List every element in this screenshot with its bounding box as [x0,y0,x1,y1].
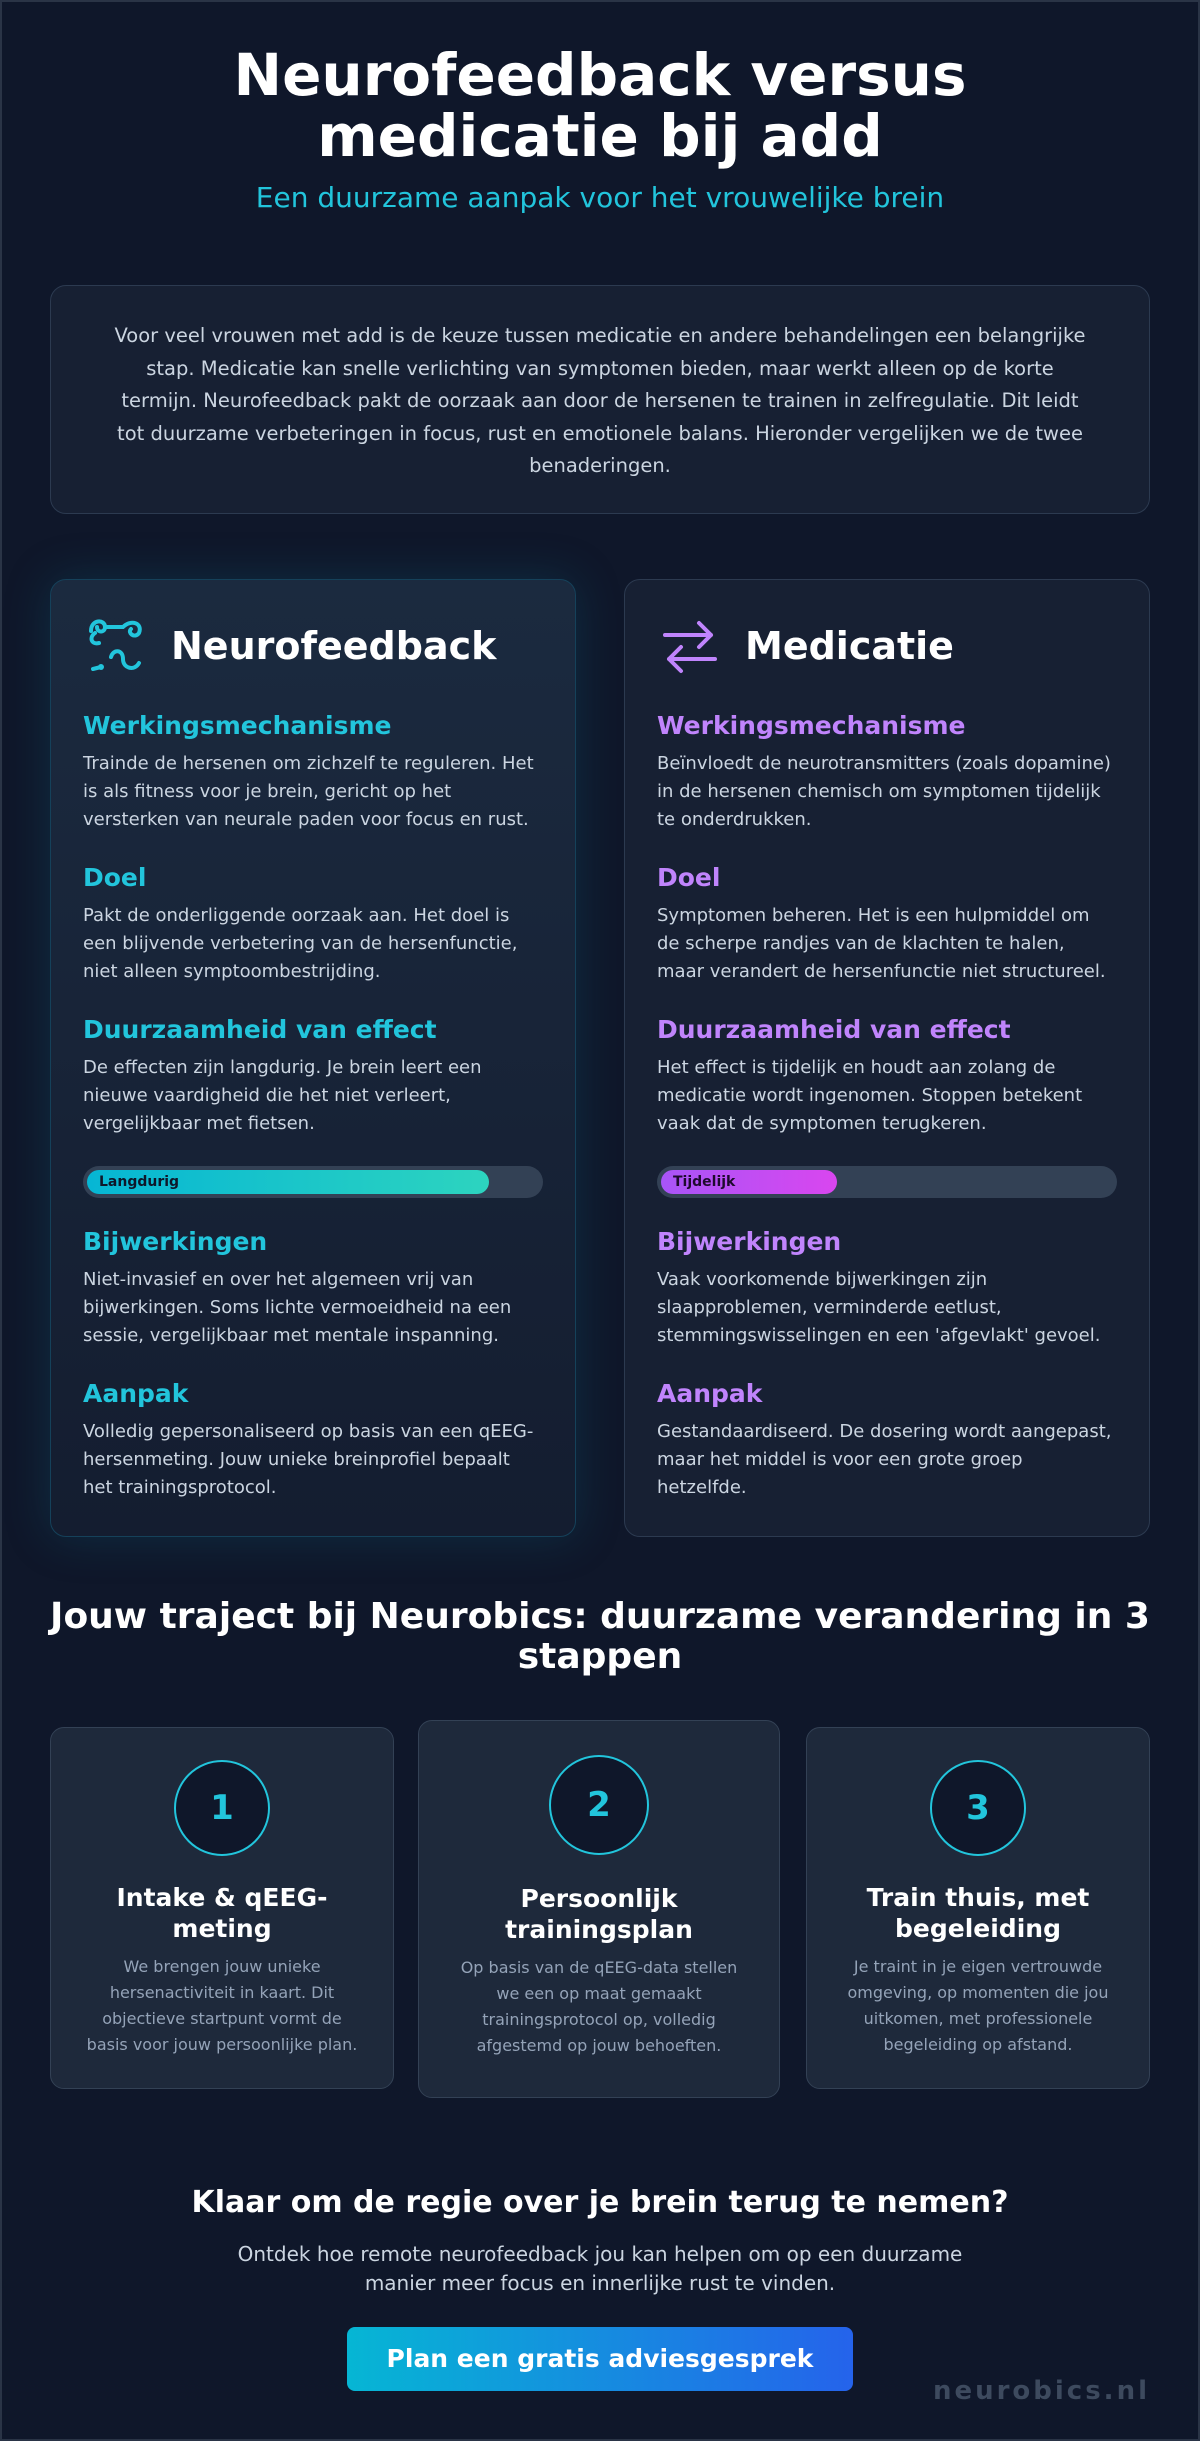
step-description: Op basis van de qEEG-data stellen we een op maat gemaakt trainingsprotocol op, volledig afgestemd op jouw behoeften. [460,1958,738,2055]
section-text: Trainde de hersenen om zichzelf te reguleren. Het is als fitness voor je brein, gericht op het versterken van neurale paden voor focus en rust. [83,753,534,830]
step-number: 2 [549,1755,649,1855]
nf-section-mechanism [83,710,543,834]
durability-bar-fill: Tijdelijk [661,1170,837,1194]
plan-advice-button[interactable]: Plan een gratis adviesgesprek [347,2327,853,2391]
section-text: Gestandaardiseerd. De dosering wordt aangepast, maar het middel is voor een grote groep hetzelfde. [657,1421,1112,1498]
section-heading: Duurzaamheid van effect [83,1015,437,1044]
page-title: Neurofeedback versus medicatie bij add [233,41,967,170]
med-section-goal [657,862,1117,986]
page-header [0,41,1200,214]
neurofeedback-card [50,579,576,1537]
nf-section-approach [83,1378,543,1502]
step-number: 3 [930,1760,1026,1856]
page-subtitle: Een duurzame aanpak voor het vrouwelijke brein [255,181,945,214]
step-card-3 [806,1727,1150,2089]
durability-bar [657,1166,1117,1198]
section-text: Niet-invasief en over het algemeen vrij van bijwerkingen. Soms lichte vermoeidheid na een sessie, vergelijkbaar met mentale inspanning. [83,1269,512,1346]
cta-text [0,2240,1200,2298]
section-text: Beïnvloedt de neurotransmitters (zoals dopamine) in de hersenen chemisch om symptomen tijdelijk te onderdrukken. [657,753,1111,830]
neurofeedback-card-header [83,610,543,682]
brain-wave-icon [83,613,149,679]
med-section-mechanism [657,710,1117,834]
swap-arrows-icon [657,613,723,679]
section-heading: Bijwerkingen [657,1227,842,1256]
section-heading: Doel [83,863,147,892]
section-heading: Aanpak [83,1379,189,1408]
section-heading: Werkingsmechanisme [83,711,392,740]
section-text: Pakt de onderliggende oorzaak aan. Het doel is een blijvende verbetering van de hersenfunctie, niet alleen symptoombestrijding. [83,905,518,982]
intro-panel [50,285,1150,514]
step-description: We brengen jouw unieke hersenactiviteit in kaart. Dit objectieve startpunt vormt de basis voor jouw persoonlijke plan. [86,1957,358,2054]
nf-section-durability [83,1014,543,1198]
traject-title: Jouw traject bij Neurobics: duurzame verandering in 3 stappen [50,1596,1150,1677]
med-section-durability [657,1014,1117,1198]
footer-brand: neurobics.nl [932,2376,1150,2406]
medicatie-card-header [657,610,1117,682]
section-text: De effecten zijn langdurig. Je brein leert een nieuwe vaardigheid die het niet verleert, vergelijkbaar met fietsen. [83,1057,482,1134]
section-heading: Duurzaamheid van effect [657,1015,1011,1044]
section-heading: Doel [657,863,721,892]
step-number: 1 [174,1760,270,1856]
section-text: Vaak voorkomende bijwerkingen zijn slaapproblemen, verminderde eetlust, stemmingswisselingen en een 'afgevlakt' gevoel. [657,1269,1101,1346]
intro-text: Voor veel vrouwen met add is de keuze tussen medicatie en andere behandelingen een belangrijke stap. Medicatie kan snelle verlichting van symptomen bieden, maar werkt alleen op de korte termijn. Neurofeedback pakt de oorzaak aan door de hersenen te trainen in zelfregulatie. Dit leidt tot duurzame verbeteringen in focus, rust en emotionele balans. Hieronder vergelijken we de twee benaderingen. [114,324,1086,477]
section-text: Volledig gepersonaliseerd op basis van een qEEG-hersenmeting. Jouw unieke breinprofiel bepaalt het trainingsprotocol. [83,1421,534,1498]
durability-bar [83,1166,543,1198]
nf-section-goal [83,862,543,986]
step-title: Intake & qEEG-meting [116,1883,328,1943]
med-section-side-effects [657,1226,1117,1350]
cta-text-content: Ontdek hoe remote neurofeedback jou kan helpen om op een duurzame manier meer focus en innerlijke rust te vinden. [237,2242,963,2295]
step-card-1 [50,1727,394,2089]
step-title: Persoonlijk trainingsplan [505,1884,693,1944]
section-text: Symptomen beheren. Het is een hulpmiddel om de scherpe randjes van de klachten te halen, maar verandert de hersenfunctie niet structureel. [657,905,1106,982]
section-heading: Bijwerkingen [83,1227,268,1256]
neurofeedback-card-title: Neurofeedback [171,624,497,668]
section-heading: Werkingsmechanisme [657,711,966,740]
step-card-2 [418,1720,780,2098]
nf-section-side-effects [83,1226,543,1350]
medicatie-card-title: Medicatie [745,624,954,668]
durability-bar-fill: Langdurig [87,1170,489,1194]
medicatie-card [624,579,1150,1537]
step-title: Train thuis, met begeleiding [866,1883,1090,1943]
med-section-approach [657,1378,1117,1502]
section-heading: Aanpak [657,1379,763,1408]
step-description: Je traint in je eigen vertrouwde omgeving, op momenten die jou uitkomen, met professionele begeleiding op afstand. [847,1957,1109,2054]
section-text: Het effect is tijdelijk en houdt aan zolang de medicatie wordt ingenomen. Stoppen betekent vaak dat de symptomen terugkeren. [657,1057,1083,1134]
cta-title: Klaar om de regie over je brein terug te nemen? [191,2185,1009,2220]
